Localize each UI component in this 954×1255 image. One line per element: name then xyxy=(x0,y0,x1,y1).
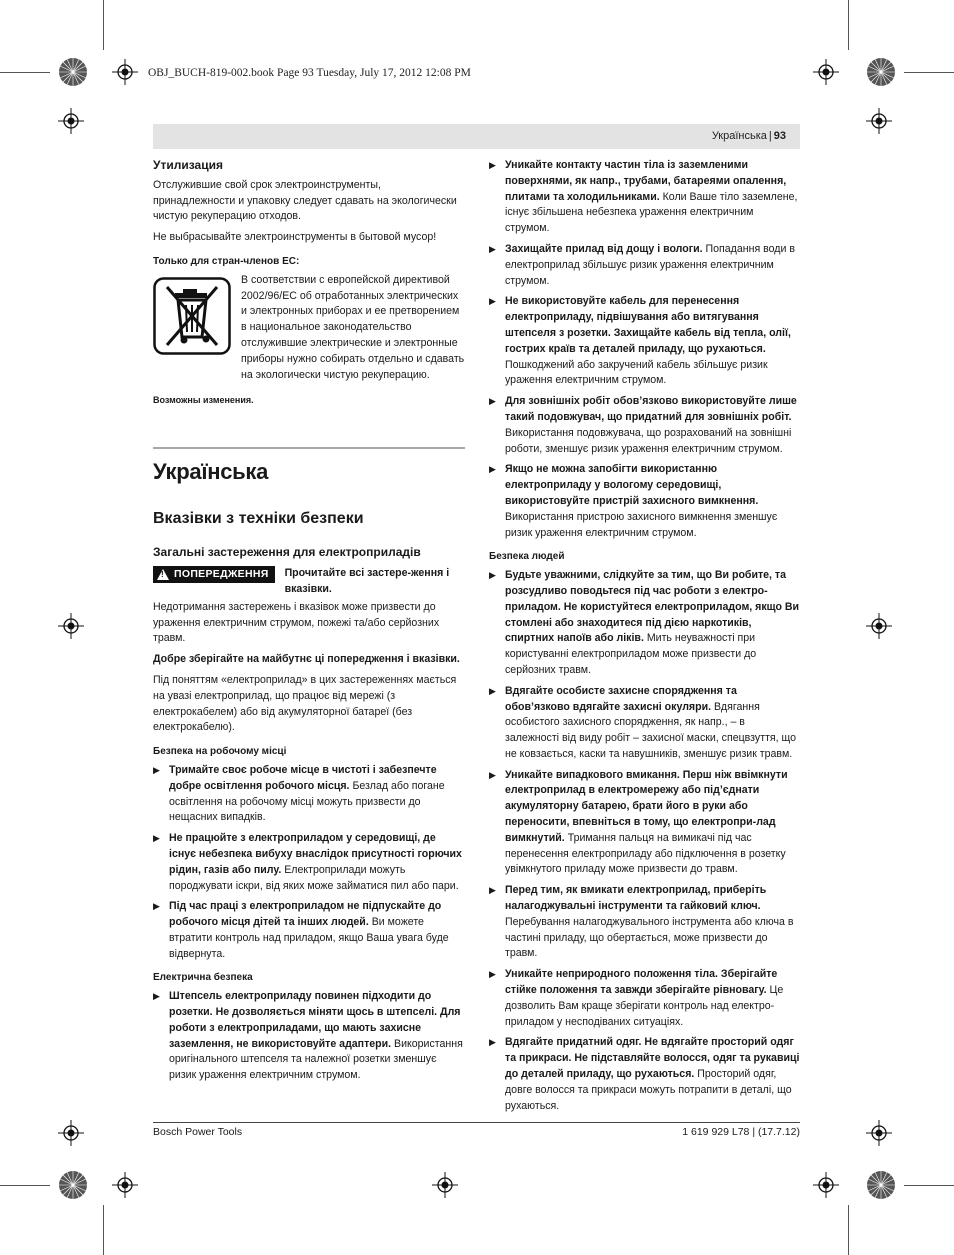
list-item-text: Пошкоджений або закручений кабель збільшує ризик ураження електричним струмом. xyxy=(505,358,768,387)
list-item-bold: Тримайте своє робоче місце в чистоті і забезпечте добре освітлення робочого місця. xyxy=(169,763,437,792)
list-item-body xyxy=(169,763,465,826)
warning-row xyxy=(153,566,465,598)
crop-line xyxy=(0,72,50,73)
list-item xyxy=(489,768,800,879)
registration-star-icon xyxy=(866,1170,896,1200)
list-item-body xyxy=(505,768,800,879)
list-item-bold: Під час праці з електроприладом не підпускайте до робочого місця дітей та інших людей. xyxy=(169,900,442,929)
registration-star-icon xyxy=(866,57,896,87)
page-number: 93 xyxy=(773,130,786,142)
eu-directive-text: В соответствии с европейской директивой 2002/96/ЕС об отработанных электрических и электронных приборах и ее претворением в национальное законодательство отслужившие электрические и электронные приборы нужно собирать отдельно и сдавать на экологически чистую рекуперацию. xyxy=(241,273,465,381)
triangle-bullet-icon: ▶ xyxy=(489,160,496,170)
people-safety-list xyxy=(489,568,800,1114)
workplace-list xyxy=(153,763,465,963)
registration-mark-icon xyxy=(813,1172,839,1198)
triangle-bullet-icon: ▶ xyxy=(489,296,496,307)
footer-rule xyxy=(153,1122,800,1123)
triangle-bullet-icon: ▶ xyxy=(489,1037,496,1048)
disposal-paragraph: Отслужившие свой срок электроинструменты, принадлежности и упаковку следует сдавать на экологически чистую рекуперацию отходов. xyxy=(153,178,457,223)
list-item-body xyxy=(505,394,800,457)
triangle-bullet-icon: ▶ xyxy=(489,969,496,980)
general-warnings-heading: Загальні застереження для електроприладів xyxy=(153,545,421,560)
print-slug: OBJ_BUCH-819-002.book Page 93 Tuesday, July 17, 2012 12:08 PM xyxy=(148,67,471,79)
registration-mark-icon xyxy=(58,108,84,134)
triangle-bullet-icon: ▶ xyxy=(489,570,496,581)
list-item xyxy=(489,294,800,389)
list-item-text: Вдягання особистого захисного спорядження, як напр., – в залежності від виду робіт – захисної маски, спецвзуття, що не ковзається, каски та навушників, зменшує ризик травм. xyxy=(505,700,797,760)
language-heading: Українська xyxy=(153,459,269,485)
list-item xyxy=(489,568,800,679)
list-item-text: Перебування налагоджувального інструмента або ключа в частині приладу, що обертається, може призвести до травм. xyxy=(505,915,794,960)
registration-mark-icon xyxy=(866,1120,892,1146)
header-text: Українська | 93 xyxy=(711,130,786,142)
list-item-text: Попадання води в електроприлад збільшує ризик ураження електричним струмом. xyxy=(505,242,795,287)
crop-line xyxy=(904,72,954,73)
list-item-body xyxy=(505,158,800,237)
list-item-body xyxy=(505,568,800,679)
list-item-bold: Будьте уважними, слідкуйте за тим, що Ви робите, та розсудливо поводьтеся під час роботи з електро-приладом. Не користуйтеся електроприладом, якщо Ви стомлені або знаходитеся під дією наркотиків, спиртних напоїв або ліків. xyxy=(505,569,800,645)
registration-mark-icon xyxy=(112,59,138,85)
list-item-body xyxy=(505,1035,800,1114)
electric-heading: Електрична безпека xyxy=(153,972,253,984)
crop-line xyxy=(848,1205,849,1255)
people-safety-heading: Безпека людей xyxy=(489,551,565,563)
list-item-bold: Захищайте прилад від дощу і вологи. xyxy=(505,242,703,255)
list-item xyxy=(489,883,800,962)
weee-block xyxy=(153,273,465,384)
list-item-bold: Уникайте контакту частин тіла із заземленими поверхнями, як напр., трубами, батареями опалення, плитами та холодильниками. xyxy=(505,159,787,203)
disposal-paragraph: Не выбрасывайте электроинструменты в бытовой мусор! xyxy=(153,231,437,244)
triangle-bullet-icon: ▶ xyxy=(489,396,496,407)
list-item-body xyxy=(505,684,800,763)
eu-heading: Только для стран-членов ЕС: xyxy=(153,255,300,267)
right-column xyxy=(489,158,800,1119)
electric-list-continued xyxy=(489,158,800,541)
list-item-bold: Не працюйте з електроприладом у середовищі, де існує небезпека вибуху внаслідок присутності горючих рідин, газів або пилу. xyxy=(169,832,462,876)
registration-mark-icon xyxy=(866,108,892,134)
electric-list xyxy=(153,989,465,1084)
triangle-bullet-icon: ▶ xyxy=(489,885,496,896)
list-item-body xyxy=(505,294,800,389)
list-item xyxy=(153,899,465,962)
triangle-bullet-icon: ▶ xyxy=(153,833,160,844)
triangle-bullet-icon: ▶ xyxy=(489,685,496,696)
term-definition: Під поняттям «електроприлад» в цих застереженнях мається на увазі електроприлад, що працює від мережі (з електрокабелем) або від акумуляторної батареї (без електрокабелю). xyxy=(153,673,457,734)
safety-heading: Вказівки з техніки безпеки xyxy=(153,510,364,528)
list-item-bold: Штепсель електроприладу повинен підходити до розетки. Не дозволяється міняти щось в штепселі. Для роботи з електроприладами, що мають захисне заземлення, не використовуйте адаптери. xyxy=(169,990,461,1050)
list-item-body xyxy=(169,989,465,1084)
list-item-body xyxy=(505,462,800,541)
crop-line xyxy=(0,1185,50,1186)
list-item-text: Електроприлади можуть породжувати іскри, від яких може займатися пил або пари. xyxy=(169,863,459,892)
list-item xyxy=(153,763,465,826)
warning-badge xyxy=(153,566,275,583)
registration-star-icon xyxy=(58,57,88,87)
workplace-heading: Безпека на робочому місці xyxy=(153,746,287,758)
list-item-body xyxy=(169,899,465,962)
crop-line xyxy=(904,1185,954,1186)
registration-mark-icon xyxy=(432,1172,458,1198)
registration-mark-icon xyxy=(58,613,84,639)
disposal-heading: Утилизация xyxy=(153,158,223,172)
list-item-bold: Якщо не можна запобігти використанню електроприладу у вологому середовищі, використовуйте пристрій захисного вимкнення. xyxy=(505,463,759,507)
list-item xyxy=(489,967,800,1030)
page-header xyxy=(153,124,800,149)
list-item-bold: Вдягайте особисте захисне спорядження та обов’язково вдягайте захисні окуляри. xyxy=(505,684,737,713)
header-section: Українська xyxy=(711,130,767,142)
list-item xyxy=(489,684,800,763)
list-item-bold: Для зовнішніх робіт обов’язково використовуйте лише такий подовжувач, що придатний для зовнішніх робіт. xyxy=(505,395,797,423)
list-item-bold: Вдягайте придатний одяг. Не вдягайте просторий одяг та прикраси. Не підставляйте волосся, одяг та рукавиці до деталей приладу, що рухаються. xyxy=(505,1036,800,1081)
list-item-text: Безлад або погане освітлення на робочому місці можуть призвести до нещасних випадків. xyxy=(169,779,445,824)
triangle-bullet-icon: ▶ xyxy=(489,464,496,475)
list-item-text: Це дозволить Вам краще зберігати контроль над електро-приладом у несподіваних ситуаціях. xyxy=(505,984,784,1028)
list-item-text: Мить неуважності при користуванні електроприладом може призвести до серйозних травм. xyxy=(505,632,757,676)
triangle-bullet-icon: ▶ xyxy=(489,243,496,254)
keep-instructions: Добре зберігайте на майбутнє ці попередження і вказівки. xyxy=(153,653,460,666)
footer-brand: Bosch Power Tools xyxy=(153,1126,243,1138)
list-item xyxy=(489,394,800,457)
list-item-body xyxy=(505,242,800,289)
registration-mark-icon xyxy=(112,1172,138,1198)
list-item xyxy=(489,1035,800,1114)
crop-line xyxy=(103,0,104,50)
list-item-text: Коли Ваше тіло заземлене, існує збільшена небезпека ураження електричним струмом. xyxy=(505,190,798,235)
warning-label: ПОПЕРЕДЖЕННЯ xyxy=(174,568,269,581)
list-item-body xyxy=(505,967,800,1030)
list-item-bold: Уникайте випадкового вмикання. Перш ніж ввімкнути електроприлад в електромережу або під’єднати акумуляторну батарею, брати його в руки або переносити, впевніться в тому, що електропри-лад вимкнутий. xyxy=(505,768,788,844)
footer-code: 1 619 929 L78 | (17.7.12) xyxy=(682,1126,800,1138)
triangle-bullet-icon: ▶ xyxy=(153,991,160,1002)
list-item-bold: Не використовуйте кабель для перенесення електроприладу, підвішування або витягування штепселя з розетки. Захищайте кабель від тепла, олії, гострих країв та деталей приладу, що рухаються. xyxy=(505,295,791,355)
left-column xyxy=(153,158,465,1089)
list-item-bold: Уникайте неприродного положення тіла. Зберігайте стійке положення та завжди зберігайте рівновагу. xyxy=(505,968,778,997)
triangle-bullet-icon: ▶ xyxy=(153,901,160,912)
list-item xyxy=(489,242,800,289)
changes-note: Возможны изменения. xyxy=(153,395,254,406)
list-item-bold: Перед тим, як вмикати електроприлад, приберіть налагоджувальні інструменти та гайковий ключ. xyxy=(505,884,767,913)
list-item xyxy=(153,831,465,894)
list-item-text: Тримання пальця на вимикачі під час перенесення електроприладу або підключення в розетку увімкнутого приладу може призвести до травм. xyxy=(505,831,786,876)
list-item-text: Використання пристрою захисного вимкнення зменшує ризик ураження електричним струмом. xyxy=(505,510,778,539)
registration-mark-icon xyxy=(813,59,839,85)
list-item-text: Просторий одяг, довге волосся та прикраси можуть потрапити в деталі, що рухаються. xyxy=(505,1068,792,1112)
crossed-bin-icon xyxy=(153,277,231,355)
registration-mark-icon xyxy=(58,1120,84,1146)
triangle-bullet-icon: ▶ xyxy=(153,764,160,775)
list-item-text: Ви можете втратити контроль над приладом, якщо Ваша увага буде відвернута. xyxy=(169,916,449,960)
list-item xyxy=(489,462,800,541)
crop-line xyxy=(848,0,849,50)
warning-paragraph: Недотримання застережень і вказівок може призвести до ураження електричним струмом, пожежі та/або серйозних травм. xyxy=(153,600,440,645)
list-item xyxy=(489,158,800,237)
triangle-bullet-icon: ▶ xyxy=(489,769,496,780)
list-item-body xyxy=(505,883,800,962)
crop-line xyxy=(103,1205,104,1255)
warning-triangle-icon: ! xyxy=(157,569,169,580)
warning-text: Прочитайте всі застере-ження і вказівки. xyxy=(284,567,450,595)
registration-star-icon xyxy=(58,1170,88,1200)
list-item-text: Використання оригінального штепселя та належної розетки зменшує ризик ураження електричним струмом. xyxy=(169,1037,463,1082)
list-item-body xyxy=(169,831,465,894)
list-item xyxy=(153,989,465,1084)
section-divider xyxy=(153,447,465,449)
list-item-text: Використання подовжувача, що розрахований на зовнішні роботи, зменшує ризик ураження електричним струмом. xyxy=(505,426,792,455)
registration-mark-icon xyxy=(866,613,892,639)
